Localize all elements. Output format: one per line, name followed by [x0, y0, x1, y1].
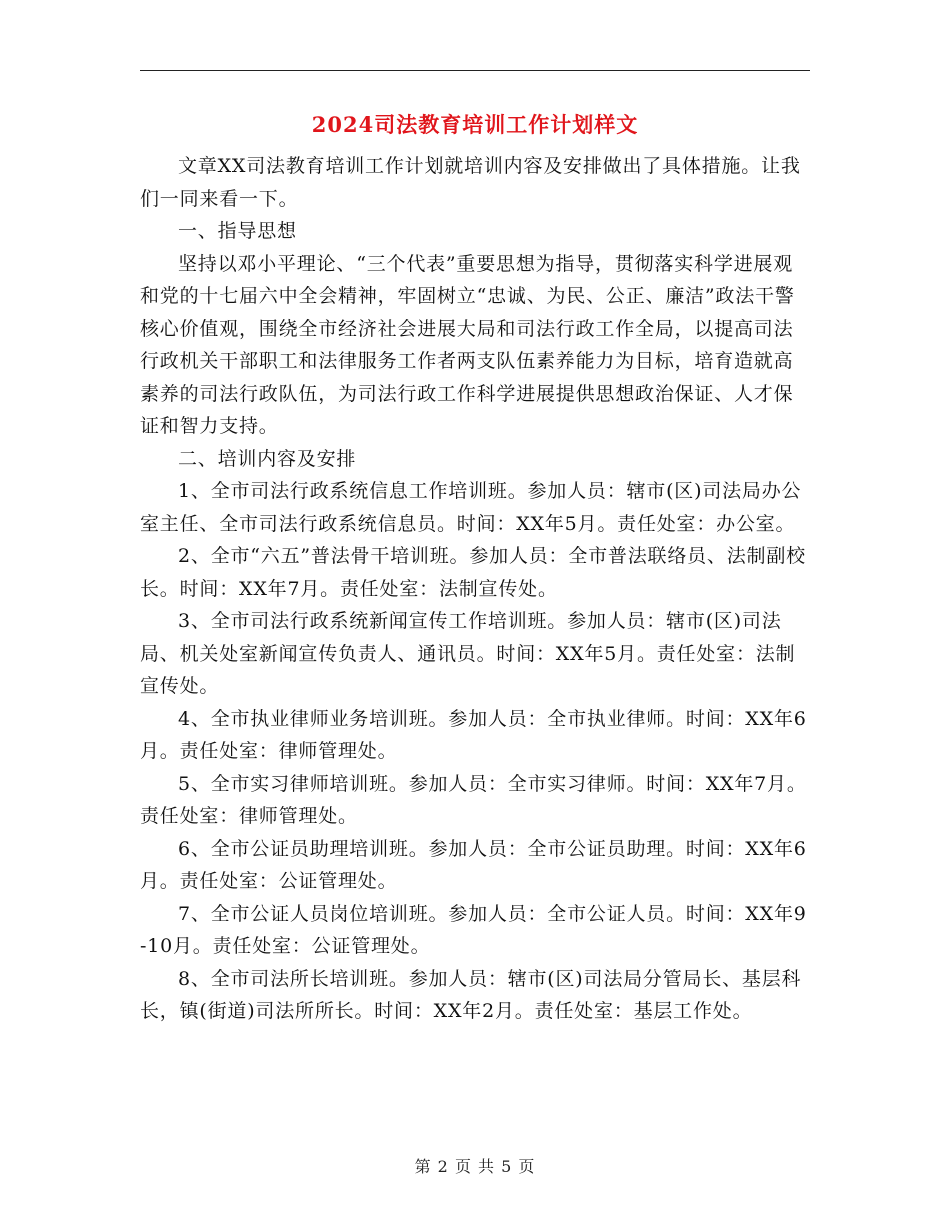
training-item-3: 3、全市司法行政系统新闻宣传工作培训班。参加人员：辖市(区)司法局、机关处室新闻宣传负责人、通讯员。时间：XX年5月。责任处室：法制宣传处。: [140, 610, 796, 697]
document-title: 2024司法教育培训工作计划样文: [311, 112, 639, 137]
intro-paragraph: 文章XX司法教育培训工作计划就培训内容及安排做出了具体措施。让我们一同来看一下。: [140, 155, 801, 210]
training-item-8: 8、全市司法所长培训班。参加人员：辖市(区)司法局分管局长、基层科长，镇(街道)司法所所长。时间：XX年2月。责任处室：基层工作处。: [140, 967, 802, 1022]
training-item-7: 7、全市公证人员岗位培训班。参加人员：全市公证人员。时间：XX年9-10月。责任处室：公证管理处。: [140, 902, 807, 957]
training-item-6: 6、全市公证员助理培训班。参加人员：全市公证员助理。时间：XX年6月。责任处室：公证管理处。: [140, 837, 807, 892]
section-heading-training-content: 二、培训内容及安排: [178, 447, 357, 470]
training-item-4: 4、全市执业律师业务培训班。参加人员：全市执业律师。时间：XX年6月。责任处室：律师管理处。: [140, 707, 807, 762]
guiding-thought-paragraph: 坚持以邓小平理论、“三个代表”重要思想为指导，贯彻落实科学进展观和党的十七届六中全会精神，牢固树立“忠诚、为民、公正、廉洁”政法干警核心价值观，围绕全市经济社会进展大局和司法行政工作全局，以提高司法行政机关干部职工和法律服务工作者两支队伍素养能力为目标，培育造就高素养的司法行政队伍，为司法行政工作科学进展提供思想政治保证、人才保证和智力支持。: [140, 252, 795, 437]
training-item-2: 2、全市“六五”普法骨干培训班。参加人员：全市普法联络员、法制副校长。时间：XX年7月。责任处室：法制宣传处。: [140, 545, 806, 600]
training-item-1: 1、全市司法行政系统信息工作培训班。参加人员：辖市(区)司法局办公室主任、全市司法行政系统信息员。时间：XX年5月。责任处室：办公室。: [140, 480, 802, 535]
section-heading-guiding-thought: 一、指导思想: [178, 220, 297, 242]
header-rule: [140, 70, 810, 71]
page-number-footer: 第 2 页 共 5 页: [414, 1157, 536, 1176]
document-body: [140, 150, 812, 1028]
training-item-5: 5、全市实习律师培训班。参加人员：全市实习律师。时间：XX年7月。责任处室：律师管理处。: [140, 772, 807, 827]
